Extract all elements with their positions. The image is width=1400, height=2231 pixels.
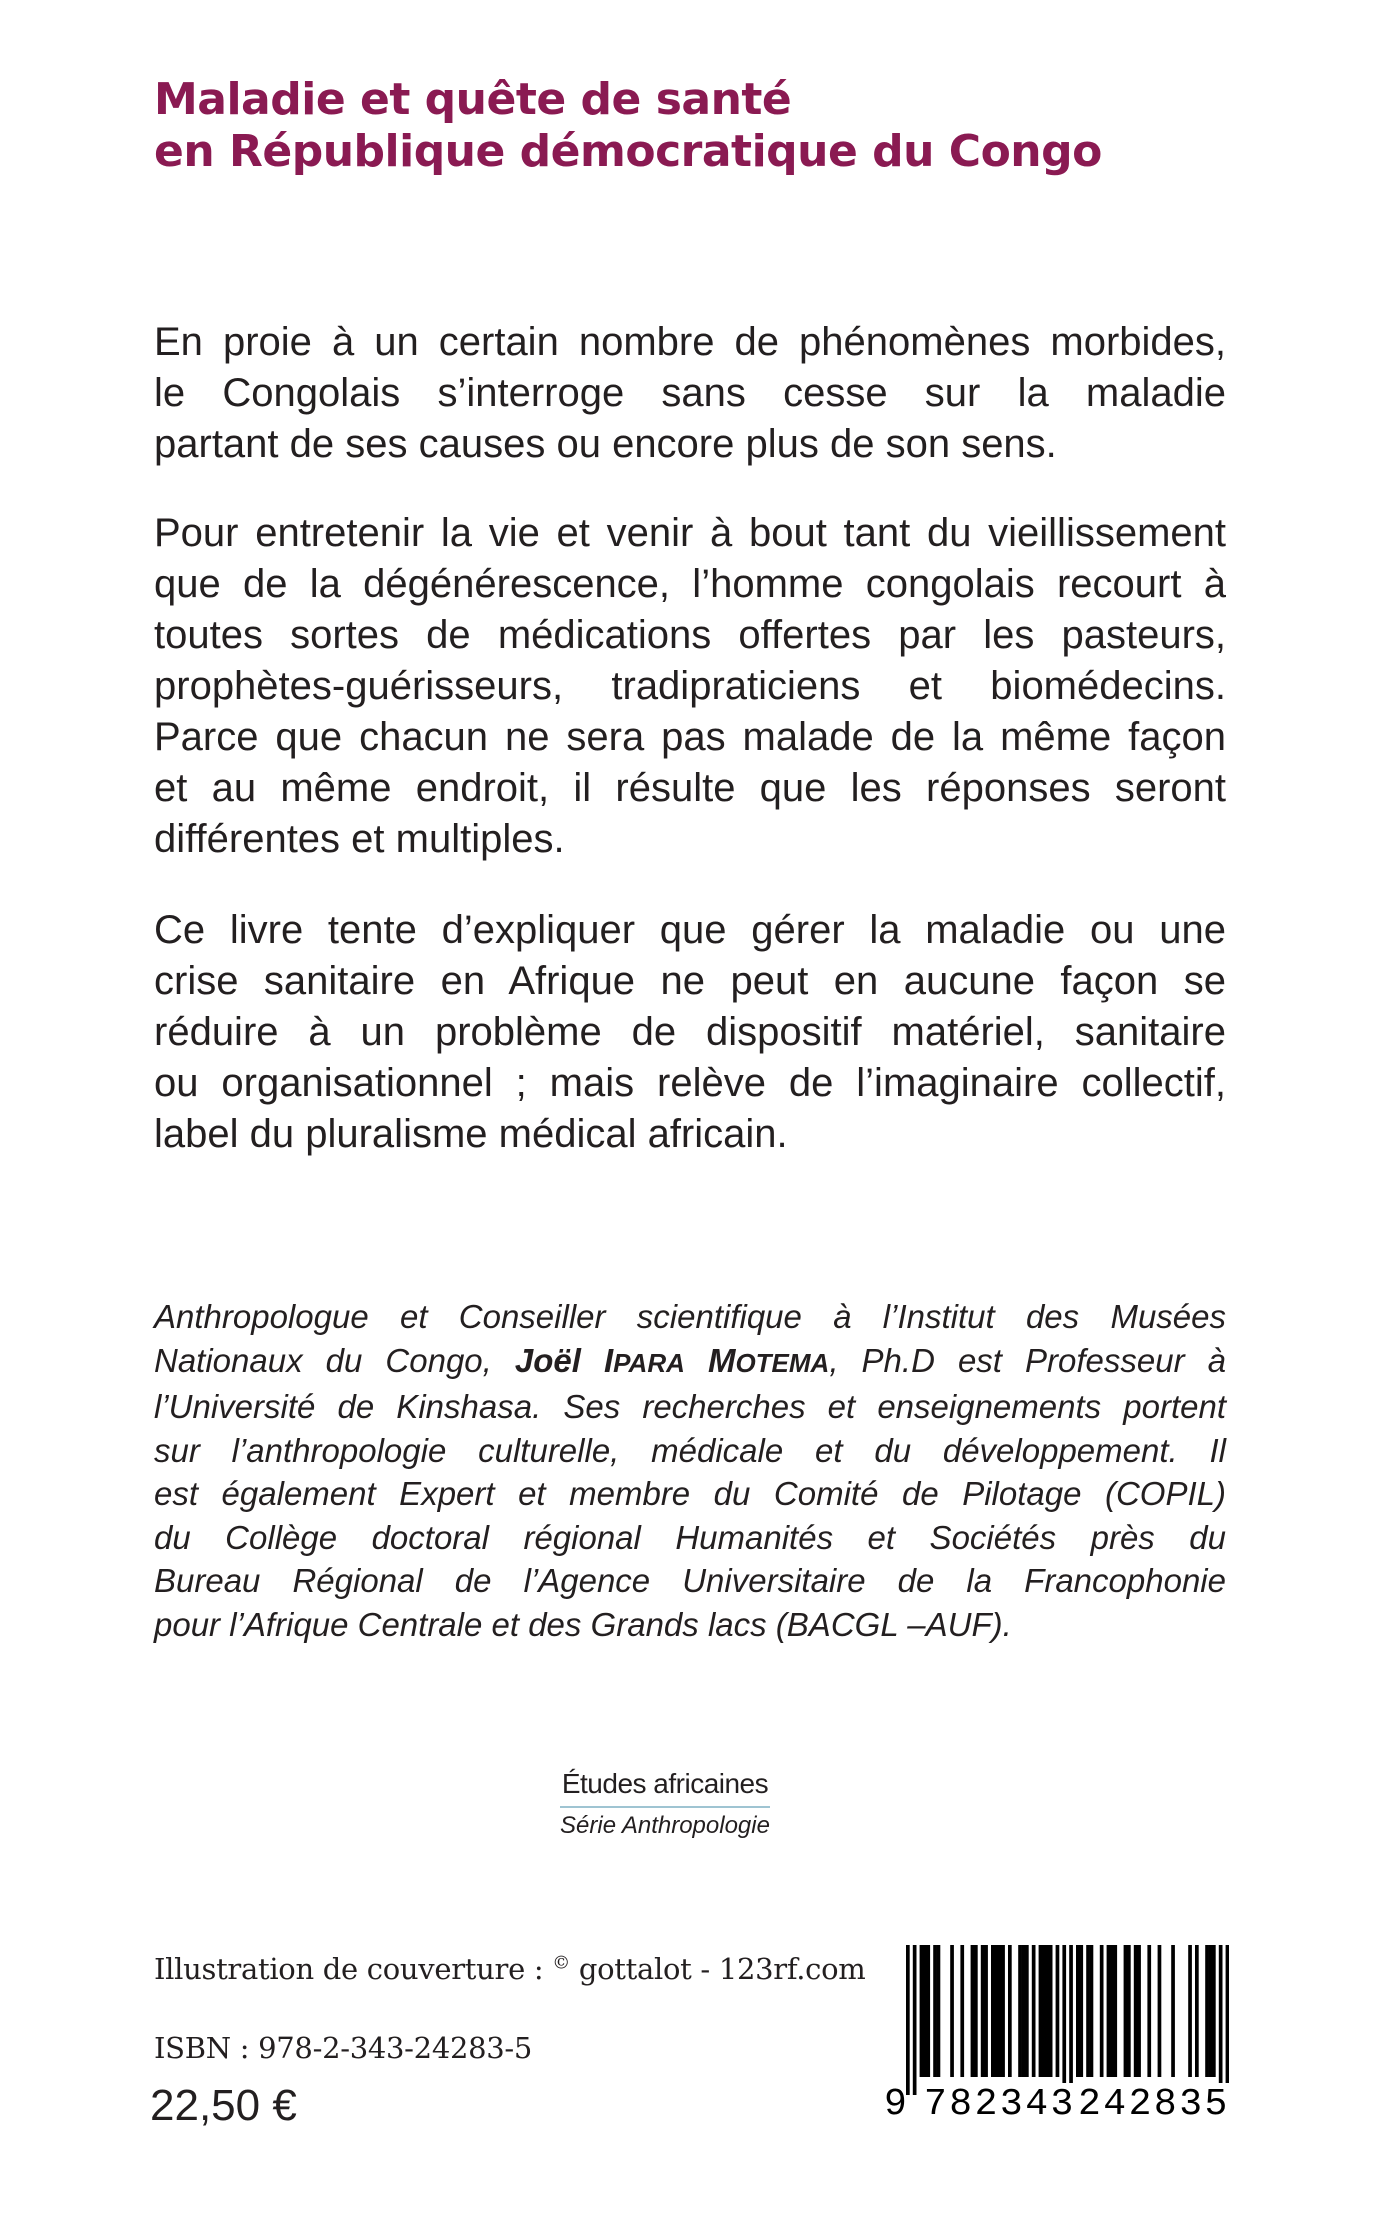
barcode-bar (923, 1945, 927, 2077)
barcode-bar (1045, 1945, 1049, 2077)
blurb-paragraph-2 (154, 508, 1226, 865)
blurb-line: différentes et multiples. (154, 817, 565, 861)
barcode-digits (884, 2083, 1229, 2125)
book-title-line-2: en République démocratique du Congo (154, 126, 1102, 177)
barcode-guard-bar (913, 1945, 917, 2095)
barcode-bar (1212, 1945, 1216, 2077)
barcode-bar (974, 1945, 978, 2077)
barcode-bar (1018, 1945, 1022, 2077)
barcode-bar (984, 1945, 988, 2077)
barcode-bar (1205, 1945, 1209, 2077)
barcode-bar (981, 1945, 985, 2077)
barcode-guard-bar (1062, 1945, 1066, 2095)
bio-line: du Collège doctoral régional Humanités et Sociétés près du (154, 1518, 1226, 1556)
blurb-line: prophètes-guérisseurs, tradipraticiens et biomédecins. (154, 664, 1226, 708)
book-title-line-1: Maladie et quête de santé (154, 74, 792, 125)
barcode-guard-bar (1219, 1945, 1223, 2095)
bio-line: Anthropologue et Conseiller scientifique à l’Institut des Musées (154, 1298, 1226, 1335)
barcode-bar (994, 1945, 998, 2077)
blurb-line: et au même endroit, il résulte que les réponses seront (154, 766, 1226, 810)
barcode-bar (933, 1945, 937, 2077)
barcode-guard-bar (906, 1945, 910, 2095)
cover-credit: Illustration de couverture : © gottalot - 123rf.com (154, 1952, 866, 1986)
blurb-line: partant de ses causes ou encore plus de son sens. (154, 422, 1057, 466)
author-bio (154, 1295, 1226, 1646)
bio-line: pour l’Afrique Centrale et des Grands lacs (BACGL –AUF). (154, 1605, 1012, 1643)
barcode-bar (998, 1945, 1002, 2077)
blurb-line: Parce que chacun ne sera pas malade de la même façon (154, 715, 1226, 759)
isbn: ISBN : 978-2-343-24283-5 (154, 2031, 533, 2065)
barcode-group-left: 782343 (924, 2083, 1076, 2126)
barcode-bar (920, 1945, 924, 2077)
barcode-bar (1127, 1945, 1131, 2077)
subseries-name: Série Anthropologie (560, 1812, 770, 1839)
barcode-bar (1076, 1945, 1080, 2077)
bio-line: l’Université de Kinshasa. Ses recherches et enseignements portent (154, 1388, 1226, 1425)
bio-line: Bureau Régional de l’Agence Universitaire de la Francophonie (154, 1562, 1226, 1599)
blurb-paragraph-3 (154, 905, 1226, 1160)
bio-line: sur l’anthropologie culturelle, médicale et du développement. Il (154, 1431, 1226, 1469)
barcode-bar (1022, 1945, 1026, 2077)
barcode-bar (1079, 1945, 1083, 2077)
barcode-bar (1025, 1945, 1029, 2077)
author-name: Joël IPARA MOTEMA (514, 1341, 830, 1379)
price: 22,50 € (150, 2081, 297, 2130)
barcode-bar (1049, 1945, 1053, 2077)
barcode-bar (1107, 1945, 1111, 2077)
barcode-bar (1188, 1945, 1192, 2077)
barcode-bar (1147, 1945, 1151, 2077)
barcode-bars (906, 1945, 1229, 2095)
blurb-line: En proie à un certain nombre de phénomènes morbides, (154, 320, 1226, 364)
blurb-line: crise sanitaire en Afrique ne peut en aucune façon se (154, 959, 1226, 1003)
barcode-bar (1124, 1945, 1128, 2077)
barcode-bar (1209, 1945, 1213, 2077)
barcode-bar (1042, 1945, 1046, 2077)
barcode-bar (971, 1945, 975, 2077)
barcode-bar (1134, 1945, 1138, 2077)
barcode-bar (991, 1945, 995, 2077)
barcode-bar (1113, 1945, 1117, 2077)
barcode-bar (1195, 1945, 1199, 2077)
barcode-bar (1110, 1945, 1114, 2077)
blurb-line: Ce livre tente d’expliquer que gérer la maladie ou une (154, 908, 1226, 952)
barcode (884, 1945, 1229, 2125)
barcode-bar (937, 1945, 941, 2077)
barcode-bar (960, 1945, 964, 2077)
barcode-bar (1090, 1945, 1094, 2077)
barcode-bar (1171, 1945, 1175, 2077)
book-title (154, 74, 1102, 178)
barcode-bar (1001, 1945, 1005, 2077)
barcode-bar (926, 1945, 930, 2077)
blurb-paragraph-1 (154, 317, 1226, 470)
barcode-bar (1039, 1945, 1043, 2077)
series-divider (560, 1806, 770, 1808)
bio-line: Nationaux du Congo, Joël IPARA MOTEMA, Ph.D est Professeur à (154, 1341, 1226, 1379)
barcode-digit-first: 9 (884, 2083, 907, 2126)
barcode-group-right: 242835 (1078, 2083, 1230, 2126)
blurb-line: Pour entretenir la vie et venir à bout tant du vieillissement (154, 511, 1226, 555)
barcode-bar (1086, 1945, 1090, 2077)
barcode-bar (1158, 1945, 1162, 2077)
barcode-bar (1032, 1945, 1036, 2077)
barcode-bar (1056, 1945, 1060, 2077)
barcode-bar (950, 1945, 954, 2077)
bio-line: est également Expert et membre du Comité de Pilotage (COPIL) (154, 1475, 1226, 1512)
blurb-line: réduire à un problème de dispositif matériel, sanitaire (154, 1010, 1226, 1054)
blurb-line: label du pluralisme médical africain. (154, 1112, 788, 1156)
barcode-bar (1100, 1945, 1104, 2077)
series-name: Études africaines (561, 1768, 769, 1799)
barcode-guard-bar (1069, 1945, 1073, 2095)
barcode-guard-bar (1226, 1945, 1229, 2095)
blurb-line: que de la dégénérescence, l’homme congolais recourt à (154, 562, 1226, 606)
blurb-line: le Congolais s’interroge sans cesse sur la maladie (154, 371, 1226, 415)
series-label (500, 1768, 830, 1840)
blurb-line: ou organisationnel ; mais relève de l’imaginaire collectif, (154, 1061, 1226, 1105)
barcode-bar (1137, 1945, 1141, 2077)
barcode-bar (1008, 1945, 1012, 2077)
blurb-line: toutes sortes de médications offertes par les pasteurs, (154, 613, 1226, 657)
